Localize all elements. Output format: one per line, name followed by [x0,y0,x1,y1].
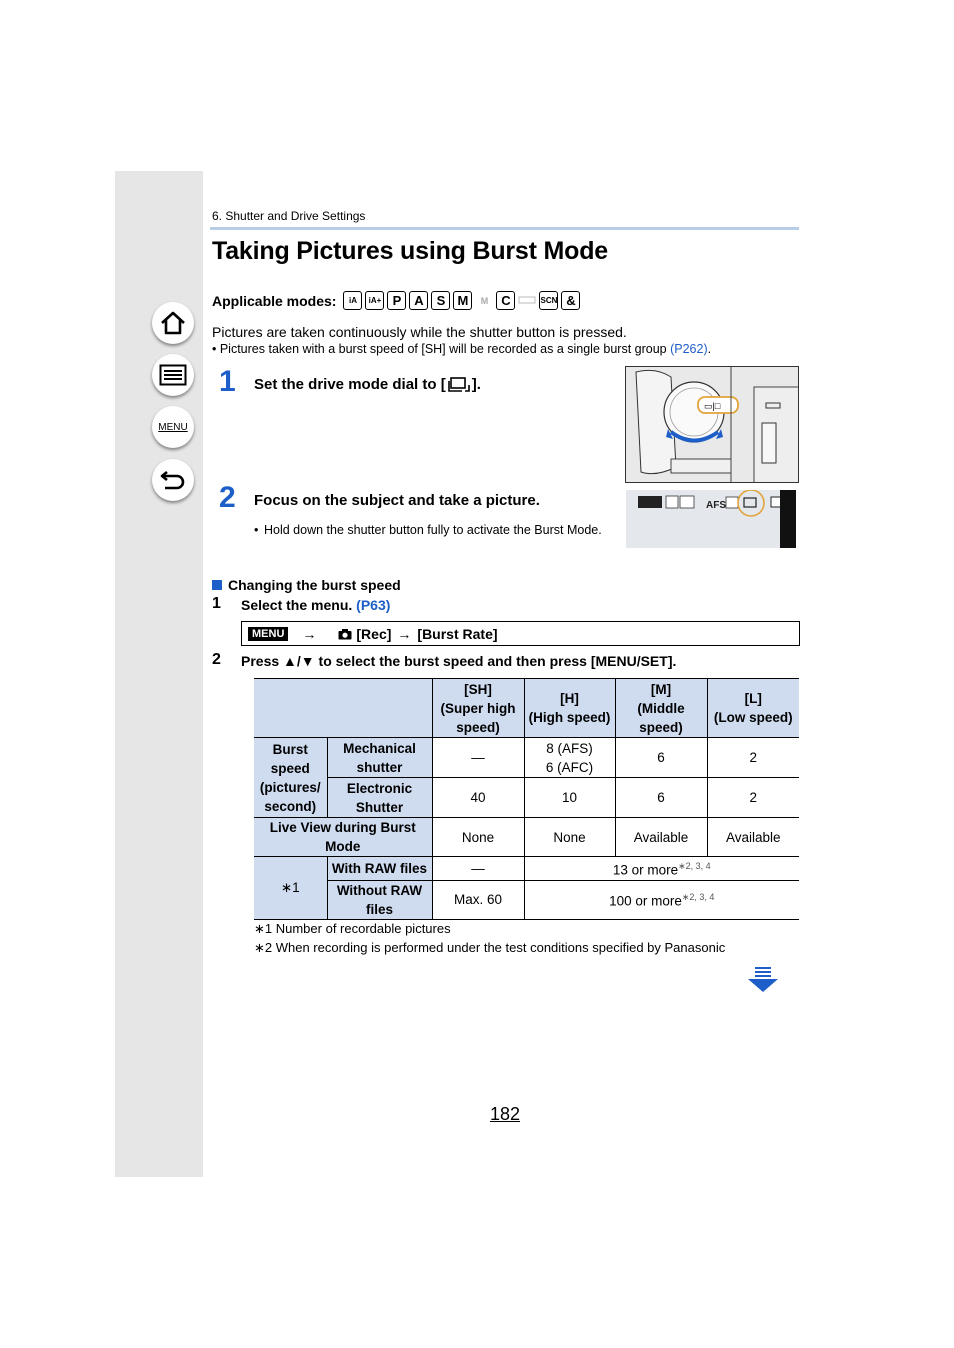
header-l [707,679,799,738]
svg-text:AFS: AFS [706,500,726,511]
intro-text: Pictures are taken continuously while the shutter button is pressed. [212,324,627,340]
header-sh-line: speed) [456,719,500,735]
sub-step-1-label: Select the menu. [241,597,357,613]
changing-burst-speed-heading [212,577,401,593]
burst-speed-label-cell [254,738,327,818]
table-row [254,818,799,857]
sub-step-2-number: 2 [212,651,221,668]
step-1-number: 1 [219,365,236,398]
menu-path-item: [Burst Rate] [417,625,498,642]
step-1-text-after: ]. [471,376,481,393]
burst-speed-label-line: second) [264,798,317,814]
header-m-line: [M] [650,681,672,697]
mechanical-l: 2 [707,738,799,778]
raw-rest-sup: ∗2, 3, 4 [678,861,711,871]
noraw-label-line: Without RAW [336,882,423,898]
mode-creative-icon: & [561,291,580,310]
header-l-line: [L] [744,691,762,706]
mechanical-h-afc: 6 (AFC) [545,759,594,775]
step-2-number: 2 [219,481,236,514]
back-button[interactable] [152,459,194,501]
header-h-line: (High speed) [528,710,611,725]
liveview-m: Available [615,818,707,857]
header-sh [432,679,524,738]
liveview-h: None [524,818,615,857]
menu-path-arrow-2: → [397,625,412,642]
menu-button[interactable] [152,406,194,448]
table-header-row [254,679,799,738]
p262-link[interactable]: (P262) [670,342,708,356]
home-button[interactable] [152,302,194,344]
mechanical-h [524,738,615,778]
mechanical-label-line: Mechanical [343,740,416,756]
camera-icon [338,628,352,640]
raw-rest [524,857,799,881]
applicable-modes [212,291,580,310]
header-m-line: speed) [639,719,683,735]
liveview-label-line: Live View during Burst [269,820,416,835]
footnote-1: ∗1 Number of recordable pictures [254,921,451,936]
mechanical-label-line: shutter [356,759,403,775]
header-l-line: (Low speed) [713,710,793,725]
breadcrumb: 6. Shutter and Drive Settings [212,209,366,223]
liveview-label-cell [254,818,432,857]
electronic-m: 6 [615,778,707,818]
noraw-rest-sup: ∗2, 3, 4 [681,892,715,903]
liveview-sh: None [432,818,524,857]
noraw-sh: Max. 60 [432,880,524,919]
table-row [254,778,799,818]
mode-icon-list [343,291,580,310]
mode-a-icon: A [409,291,428,310]
table-row [254,857,799,881]
header-m [615,679,707,738]
electronic-h: 10 [524,778,615,818]
changing-heading-text: Changing the burst speed [228,577,401,593]
menu-path-box [241,621,800,646]
footnote-2: ∗2 When recording is performed under the test conditions specified by Panasonic [254,940,726,955]
noraw-rest [524,880,799,919]
electronic-l: 2 [707,778,799,818]
header-m-line: (Middle [637,700,685,716]
menu-path-arrow-1: → [302,625,317,642]
mode-movie-m-icon: M [480,295,489,306]
list-icon [159,364,187,386]
table-row [254,880,799,919]
electronic-label-cell [327,778,432,818]
electronic-label-line: Electronic [346,780,413,796]
step-2-text: Focus on the subject and take a picture. [254,492,540,509]
raw-sh: — [432,857,524,881]
camera-dial-illustration [625,366,799,483]
applicable-label: Applicable modes: [212,292,337,309]
burst-speed-label-line: (pictures/ [259,779,321,795]
noraw-label-line: files [365,901,393,917]
mode-c-icon: C [496,291,515,310]
burst-mode-icon [448,377,470,393]
lcd-screen-illustration [626,490,796,548]
raw-rest-value: 13 or more [612,862,679,878]
header-h-line: [H] [560,691,579,706]
mode-ia-plus-icon: iA+ [365,291,384,310]
burst-speed-label-line: speed [270,760,310,776]
header-sh-line: [SH] [464,681,492,697]
raw-label-cell: With RAW files [327,857,432,881]
mode-scn-icon: SCN [539,291,558,310]
step-2-bullet-text: Hold down the shutter button fully to activate the Burst Mode. [264,523,602,537]
noraw-rest-value: 100 or more [609,893,682,909]
heading-square-icon [212,580,222,590]
step-2-bullet [254,521,604,540]
step-2-bullet-dot: • [254,523,259,537]
menu-label: MENU [158,421,188,433]
mechanical-sh: — [432,738,524,778]
burst-speed-table [254,678,799,920]
menu-badge: MENU [248,627,288,641]
mode-m-icon: M [453,291,472,310]
mode-panorama-icon [518,295,536,307]
header-rule [210,227,799,230]
step-1-text-before: Set the drive mode dial to [ [254,376,446,393]
burst-speed-label-line: Burst [272,741,308,757]
intro-bullet-end: . [707,342,712,356]
sub-step-2-text: Press ▲/▼ to select the burst speed and then press [MENU/SET]. [241,653,677,669]
intro-bullet [212,342,711,356]
mode-ia-icon: iA [343,291,362,310]
step-1-text [254,376,481,393]
mechanical-label-cell [327,738,432,778]
noraw-label-cell [327,880,432,919]
note1-label: ∗1 [280,880,300,896]
home-icon [160,311,186,335]
page-title: Taking Pictures using Burst Mode [212,237,608,265]
electronic-sh: 40 [432,778,524,818]
svg-text:▭|□: ▭|□ [704,401,721,411]
next-page-button[interactable] [747,967,779,998]
header-h [524,679,615,738]
sub-step-1-text [241,597,390,613]
mode-s-icon: S [431,291,450,310]
mode-p-icon: P [387,291,406,310]
menu-path-rec: [Rec] [356,625,392,642]
electronic-label-line: Shutter [355,799,404,815]
liveview-l: Available [707,818,799,857]
page-number: 182 [490,1104,521,1124]
note1-label-cell [254,857,327,920]
p63-link[interactable]: (P63) [356,597,391,613]
liveview-label-line: Mode [325,839,361,854]
contents-button[interactable] [152,354,194,396]
header-sh-line: (Super high [440,700,516,716]
mechanical-m: 6 [615,738,707,778]
mechanical-h-afs: 8 (AFS) [546,740,593,756]
table-row [254,738,799,778]
intro-bullet-text: • Pictures taken with a burst speed of [SH] will be recorded as a single burst group [212,342,671,356]
back-arrow-icon [159,468,187,492]
sub-step-1-number: 1 [212,595,221,612]
table-corner-cell [254,679,432,738]
next-page-arrow-icon [747,967,779,993]
